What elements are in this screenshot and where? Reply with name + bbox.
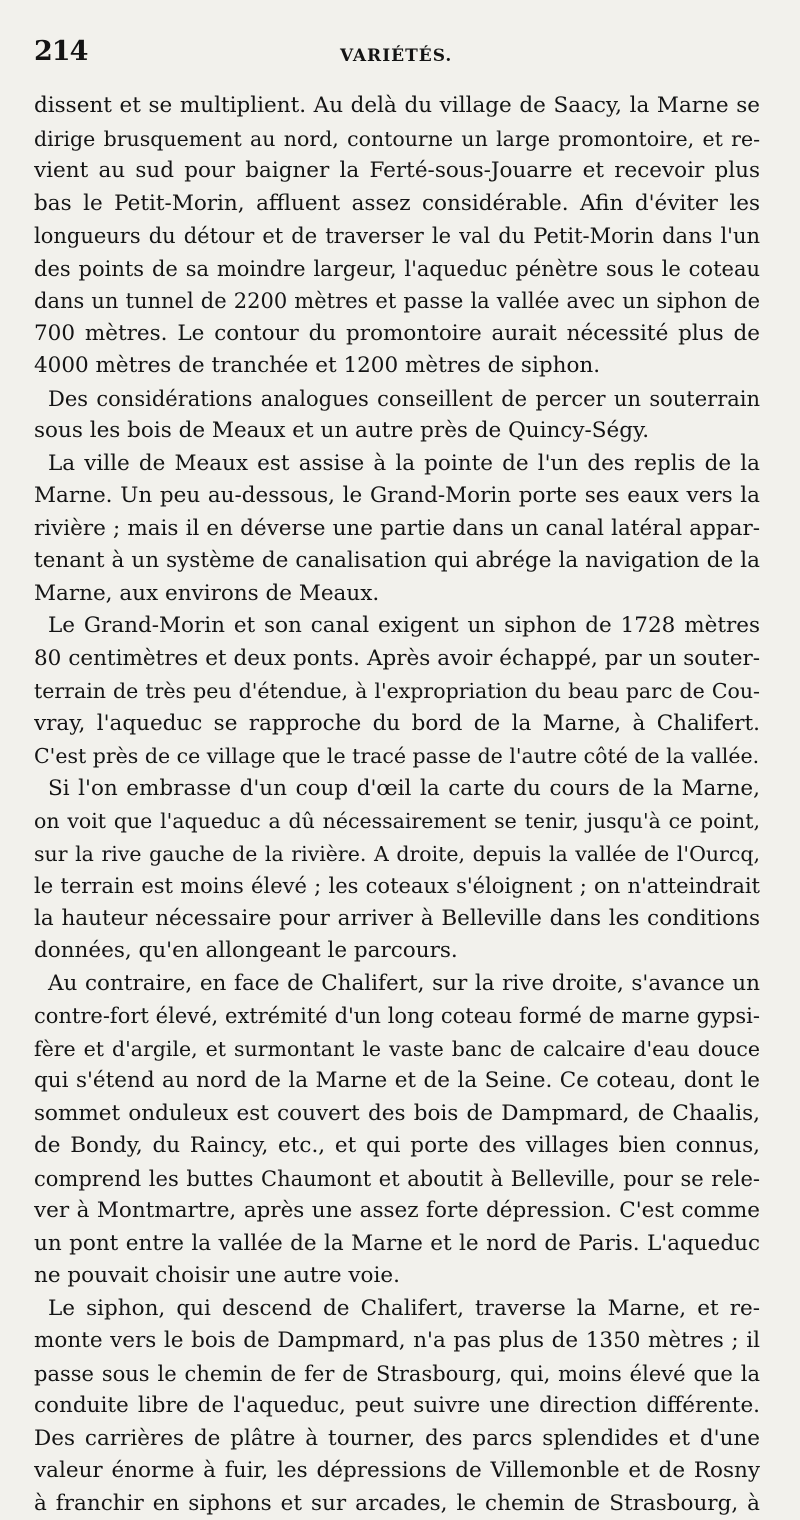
text-line: rivière ; mais il en déverse une partie dans un canal latéral appar- (34, 513, 760, 546)
text-line: ne pouvait choisir une autre voie. (34, 1260, 760, 1293)
text-line: longueurs du détour et de traverser le val du Petit-Morin dans l'un (34, 220, 760, 253)
text-line: terrain de très peu d'étendue, à l'expropriation du beau parc de Cou- (34, 675, 760, 708)
text-line: Marne. Un peu au-dessous, le Grand-Morin porte ses eaux vers la (34, 480, 760, 513)
text-line: passe sous le chemin de fer de Strasbourg, qui, moins élevé que la (34, 1358, 760, 1391)
text-line: 80 centimètres et deux ponts. Après avoir échappé, par un souter- (34, 643, 760, 676)
text-line: à franchir en siphons et sur arcades, le chemin de Strasbourg, à (34, 1488, 760, 1520)
text-line: sous les bois de Meaux et un autre près de Quincy-Ségy. (34, 415, 760, 448)
body-text (34, 90, 760, 1520)
text-line: sommet onduleux est couvert des bois de Dampmard, de Chaalis, (34, 1098, 760, 1131)
text-line: sur la rive gauche de la rivière. A droite, depuis la vallée de l'Ourcq, (34, 838, 760, 871)
text-line: La ville de Meaux est assise à la pointe de l'un des replis de la (34, 448, 760, 481)
text-line: dans un tunnel de 2200 mètres et passe la vallée avec un siphon de (34, 285, 760, 318)
text-line: comprend les buttes Chaumont et aboutit à Belleville, pour se rele- (34, 1163, 760, 1196)
text-line: Le siphon, qui descend de Chalifert, traverse la Marne, et re- (34, 1293, 760, 1326)
text-line: Au contraire, en face de Chalifert, sur la rive droite, s'avance un (34, 968, 760, 1001)
text-line: 700 mètres. Le contour du promontoire aurait nécessité plus de (34, 318, 760, 351)
text-line: vient au sud pour baigner la Ferté-sous-Jouarre et recevoir plus (34, 155, 760, 188)
text-line: Si l'on embrasse d'un coup d'œil la carte du cours de la Marne, (34, 773, 760, 806)
text-line: 4000 mètres de tranchée et 1200 mètres de siphon. (34, 350, 760, 383)
text-line: contre-fort élevé, extrémité d'un long coteau formé de marne gypsi- (34, 1000, 760, 1033)
text-line: bas le Petit-Morin, affluent assez considérable. Afin d'éviter les (34, 188, 760, 221)
text-line: la hauteur nécessaire pour arriver à Belleville dans les conditions (34, 903, 760, 936)
text-line: valeur énorme à fuir, les dépressions de Villemonble et de Rosny (34, 1455, 760, 1488)
text-line: dissent et se multiplient. Au delà du village de Saacy, la Marne se (34, 90, 760, 123)
text-line: Des carrières de plâtre à tourner, des parcs splendides et d'une (34, 1423, 760, 1456)
text-line: tenant à un système de canalisation qui abrége la navigation de la (34, 545, 760, 578)
text-line: de Bondy, du Raincy, etc., et qui porte des villages bien connus, (34, 1130, 760, 1163)
text-line: conduite libre de l'aqueduc, peut suivre une direction différente. (34, 1390, 760, 1423)
text-line: qui s'étend au nord de la Marne et de la Seine. Ce coteau, dont le (34, 1065, 760, 1098)
text-line: Le Grand-Morin et son canal exigent un siphon de 1728 mètres (34, 610, 760, 643)
text-line: le terrain est moins élevé ; les coteaux s'éloignent ; on n'atteindrait (34, 870, 760, 903)
text-line: Marne, aux environs de Meaux. (34, 578, 760, 611)
text-line: fère et d'argile, et surmontant le vaste banc de calcaire d'eau douce (34, 1033, 760, 1066)
text-line: Des considérations analogues conseillent de percer un souterrain (34, 383, 760, 416)
text-line: un pont entre la vallée de la Marne et le nord de Paris. L'aqueduc (34, 1228, 760, 1261)
text-line: dirige brusquement au nord, contourne un large promontoire, et re- (34, 123, 760, 156)
text-line: monte vers le bois de Dampmard, n'a pas plus de 1350 mètres ; il (34, 1325, 760, 1358)
text-line: on voit que l'aqueduc a dû nécessairement se tenir, jusqu'à ce point, (34, 805, 760, 838)
text-line: des points de sa moindre largeur, l'aqueduc pénètre sous le coteau (34, 253, 760, 286)
text-line: ver à Montmartre, après une assez forte dépression. C'est comme (34, 1195, 760, 1228)
page-number: 214 (34, 36, 87, 67)
page-header (34, 36, 770, 76)
text-line: vray, l'aqueduc se rapproche du bord de la Marne, à Chalifert. (34, 708, 760, 741)
text-line: données, qu'en allongeant le parcours. (34, 935, 760, 968)
running-head: VARIÉTÉS. (340, 46, 452, 66)
text-line: C'est près de ce village que le tracé passe de l'autre côté de la vallée. (34, 740, 760, 773)
